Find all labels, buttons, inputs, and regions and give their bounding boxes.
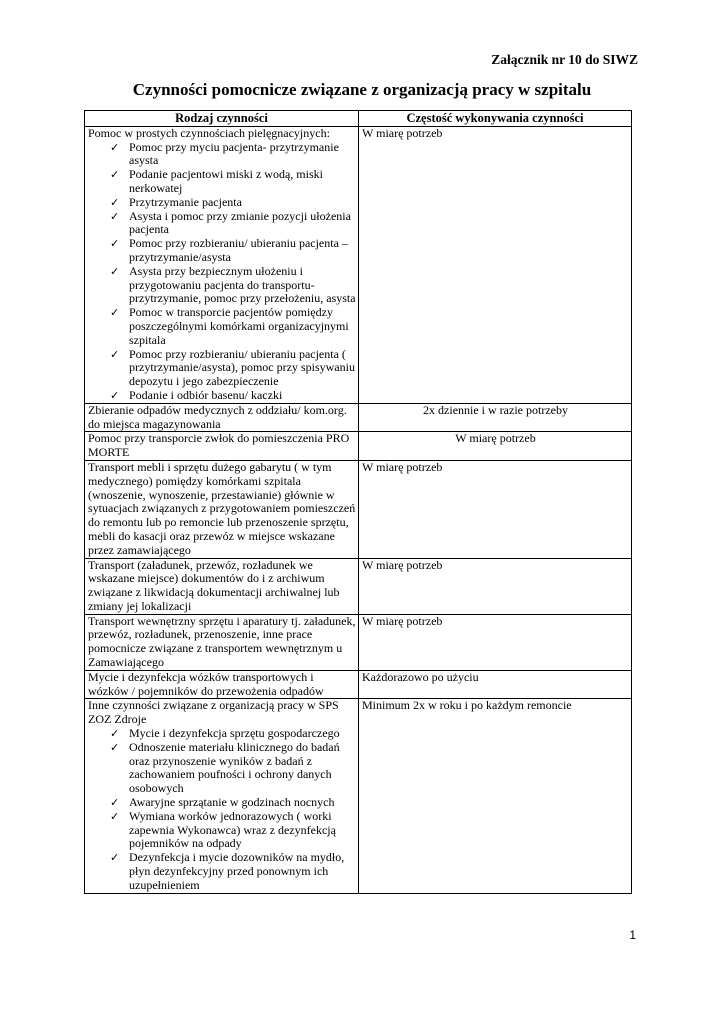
list-item-text: Asysta i pomoc przy zmianie pozycji ułożenia pacjenta [129, 208, 351, 237]
activity-cell: Pomoc przy transporcie zwłok do pomieszczenia PRO MORTE [85, 432, 359, 461]
frequency-cell: W miarę potrzeb [359, 126, 632, 403]
table-header-row [85, 111, 632, 127]
page-title: Czynności pomocnicze związane z organizacją pracy w szpitalu [132, 80, 592, 99]
checkmark-icon: ✓ [110, 851, 120, 865]
list-item-text: Awaryjne sprzątanie w godzinach nocnych [129, 795, 335, 810]
checkmark-icon: ✓ [110, 168, 120, 182]
activity-text: Pomoc w prostych czynnościach pielęgnacyjnych: [88, 125, 330, 140]
checkmark-icon: ✓ [110, 347, 120, 361]
list-item [106, 237, 356, 265]
activity-cell: Transport mebli i sprzętu dużego gabarytu ( w tym medycznego) pomiędzy komórkami szpitala (wnoszenie, wynoszenie, przestawianie) głównie w sytuacjach związanych z przygotowaniem pomieszczeń do remontu lub po remoncie lub przenoszenie sprzętu, mebli do kasacji oraz przewóz w miejsce wskazane przez zamawiającego [85, 460, 359, 558]
table-row [85, 432, 632, 461]
list-item-text: Wymiana worków jednorazowych ( worki zapewnia Wykonawca) wraz z dezynfekcją pojemników na odpady [129, 808, 336, 851]
page-number: 1 [629, 928, 636, 942]
col-header-frequency: Częstość wykonywania czynności [359, 111, 632, 127]
frequency-cell: Każdorazowo po użyciu [359, 670, 632, 699]
frequency-cell: W miarę potrzeb [359, 614, 632, 670]
table-row [85, 699, 632, 893]
table-row [85, 403, 632, 432]
activities-table [84, 110, 632, 894]
checkmark-icon: ✓ [110, 740, 120, 754]
table-row [85, 670, 632, 699]
activity-cell: Zbieranie odpadów medycznych z oddziału/ kom.org. do miejsca magazynowania [85, 403, 359, 432]
list-item [106, 389, 356, 403]
frequency-cell: W miarę potrzeb [359, 460, 632, 558]
list-item-text: Asysta przy bezpiecznym ułożeniu i przygotowaniu pacjenta do transportu- przytrzymanie, pomoc przy przełożeniu, asysta [129, 263, 356, 306]
activity-checklist [88, 727, 356, 893]
list-item [106, 306, 356, 347]
list-item [106, 348, 356, 389]
table-row [85, 460, 632, 558]
activity-checklist [88, 141, 356, 403]
list-item-text: Pomoc przy myciu pacjenta- przytrzymanie asysta [129, 139, 339, 168]
checkmark-icon: ✓ [110, 209, 120, 223]
activity-cell [85, 126, 359, 403]
checkmark-icon: ✓ [110, 809, 120, 823]
activity-cell: Transport wewnętrzny sprzętu i aparatury tj. załadunek, przewóz, rozładunek, przenoszenie, inne prace pomocnicze związane z transportem wewnętrznym u Zamawiającego [85, 614, 359, 670]
checkmark-icon: ✓ [110, 140, 120, 154]
list-item [106, 196, 356, 210]
checkmark-icon: ✓ [110, 388, 120, 402]
list-item [106, 810, 356, 851]
list-item [106, 265, 356, 306]
checkmark-icon: ✓ [110, 306, 120, 320]
table-row [85, 558, 632, 614]
frequency-cell: W miarę potrzeb [359, 558, 632, 614]
list-item-text: Dezynfekcja i mycie dozowników na mydło, płyn dezynfekcyjny przed ponownym ich uzupełnieniem [129, 850, 345, 892]
checkmark-icon: ✓ [110, 195, 120, 209]
list-item-text: Pomoc w transporcie pacjentów pomiędzy poszczególnymi komórkami organizacyjnymi szpitala [129, 305, 349, 347]
list-item [106, 168, 356, 196]
checkmark-icon: ✓ [110, 796, 120, 810]
col-header-type: Rodzaj czynności [85, 111, 359, 127]
activity-cell: Transport (załadunek, przewóz, rozładunek we wskazane miejsce) dokumentów do i z archiwum związane z likwidacją dokumentacji archiwalnej lub zmiany jej lokalizacji [85, 558, 359, 614]
annex-label: Załącznik nr 10 do SIWZ [491, 52, 638, 67]
list-item-text: Przytrzymanie pacjenta [129, 194, 242, 209]
list-item [106, 741, 356, 796]
list-item-text: Podanie pacjentowi miski z wodą, miski nerkowatej [129, 167, 323, 195]
list-item [106, 796, 356, 810]
list-item-text: Pomoc przy rozbieraniu/ ubieraniu pacjenta ( przytrzymanie/asysta), pomoc przy spisywaniu depozytu i jego zabezpieczenie [129, 346, 355, 389]
frequency-cell: Minimum 2x w roku i po każdym remoncie [359, 699, 632, 893]
list-item-text: Mycie i dezynfekcja sprzętu gospodarczego [129, 726, 340, 741]
activity-text: Inne czynności związane z organizacją pracy w SPS ZOZ Zdroje [88, 698, 339, 727]
table-row [85, 614, 632, 670]
activity-cell: Mycie i dezynfekcja wózków transportowych i wózków / pojemników do przewożenia odpadów [85, 670, 359, 699]
list-item-text: Podanie i odbiór basenu/ kaczki [129, 387, 283, 402]
checkmark-icon: ✓ [110, 727, 120, 741]
checkmark-icon: ✓ [110, 264, 120, 278]
list-item [106, 851, 356, 892]
list-item [106, 210, 356, 238]
checkmark-icon: ✓ [110, 237, 120, 251]
list-item [106, 141, 356, 169]
frequency-cell: 2x dziennie i w razie potrzeby [359, 403, 632, 432]
list-item-text: Odnoszenie materiału klinicznego do badań oraz przynoszenie wyników z badań z zachowaniem poufności i ochrony danych osobowych [129, 739, 340, 796]
table-row [85, 126, 632, 403]
frequency-cell: W miarę potrzeb [359, 432, 632, 461]
list-item-text: Pomoc przy rozbieraniu/ ubieraniu pacjenta – przytrzymanie/asysta [129, 236, 348, 264]
list-item [106, 727, 356, 741]
activity-cell [85, 699, 359, 893]
